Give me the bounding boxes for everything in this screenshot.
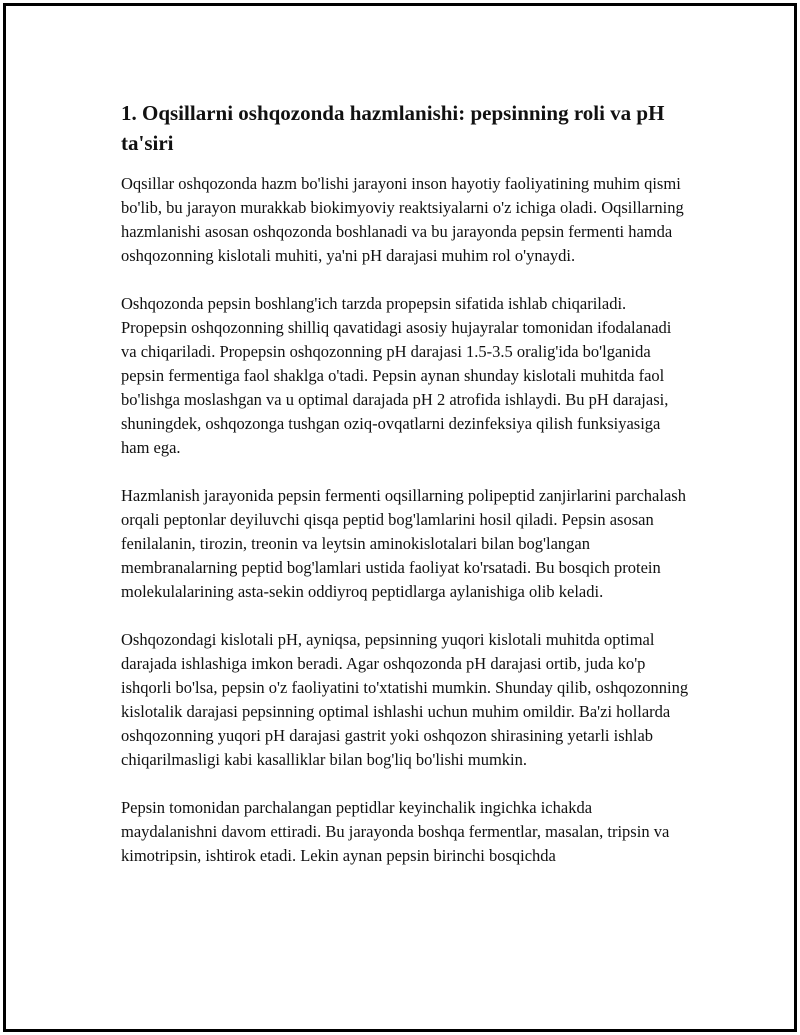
paragraph-hydrolysis: Hazmlanish jarayonida pepsin fermenti oqsillarning polipeptid zanjirlarini parchalash orqali peptonlar deyiluvchi qisqa peptid bog'lamlarini hosil qiladi. Pepsin asosan fenilalanin, tirozin, treonin va leytsin aminokislotalari bilan bog'langan membranalarning peptid bog'lamlari ustida faoliyat ko'rsatadi. Bu bosqich protein molekulalarining asta-sekin oddiyroq peptidlarga aylanishiga olib keladi. bbox=[121, 486, 686, 601]
paragraph-propepsin: Oshqozonda pepsin boshlang'ich tarzda propepsin sifatida ishlab chiqariladi. Propepsin oshqozonning shilliq qavatidagi asosiy hujayralar tomonidan ifodalanadi va chiqariladi. Propepsin oshqozonning pH darajasi 1.5-3.5 oralig'ida bo'lganida pepsin fermentiga faol shaklga o'tadi. Pepsin aynan shunday kislotali muhitda faol bo'lishga moslashgan va u optimal darajada pH 2 atrofida ishlaydi. Bu pH darajasi, shuningdek, oshqozonga tushgan oziq-ovqatlarni dezinfeksiya qilish funksiyasiga ham ega. bbox=[121, 294, 672, 457]
section-heading: 1. Oqsillarni oshqozonda hazmlanishi: pepsinning roli va pH ta'siri bbox=[121, 101, 665, 155]
page-frame bbox=[3, 3, 797, 1032]
paragraph-small-intestine: Pepsin tomonidan parchalangan peptidlar keyinchalik ingichka ichakda maydalanishni davom ettiradi. Bu jarayonda boshqa fermentlar, masalan, tripsin va kimotripsin, ishtirok etadi. Lekin aynan pepsin birinchi bosqichda bbox=[121, 798, 670, 865]
document-body bbox=[121, 98, 691, 892]
paragraph-acidic-ph: Oshqozondagi kislotali pH, ayniqsa, pepsinning yuqori kislotali muhitda optimal darajada ishlashiga imkon beradi. Agar oshqozonda pH darajasi ortib, juda ko'p ishqorli bo'lsa, pepsin o'z faoliyatini to'xtatishi mumkin. Shunday qilib, oshqozonning kislotalik darajasi pepsinning optimal ishlashi uchun muhim omildir. Ba'zi hollarda oshqozonning yuqori pH darajasi gastrit yoki oshqozon shirasining yetarli ishlab chiqarilmasligi kabi kasalliklar bilan bog'liq bo'lishi mumkin. bbox=[121, 630, 689, 769]
paragraph-intro: Oqsillar oshqozonda hazm bo'lishi jarayoni inson hayotiy faoliyatining muhim qismi bo'lib, bu jarayon murakkab biokimyoviy reaktsiyalarni o'z ichiga oladi. Oqsillarning hazmlanishi asosan oshqozonda boshlanadi va bu jarayonda pepsin fermenti hamda oshqozonning kislotali muhiti, ya'ni pH darajasi muhim rol o'ynaydi. bbox=[121, 174, 684, 265]
